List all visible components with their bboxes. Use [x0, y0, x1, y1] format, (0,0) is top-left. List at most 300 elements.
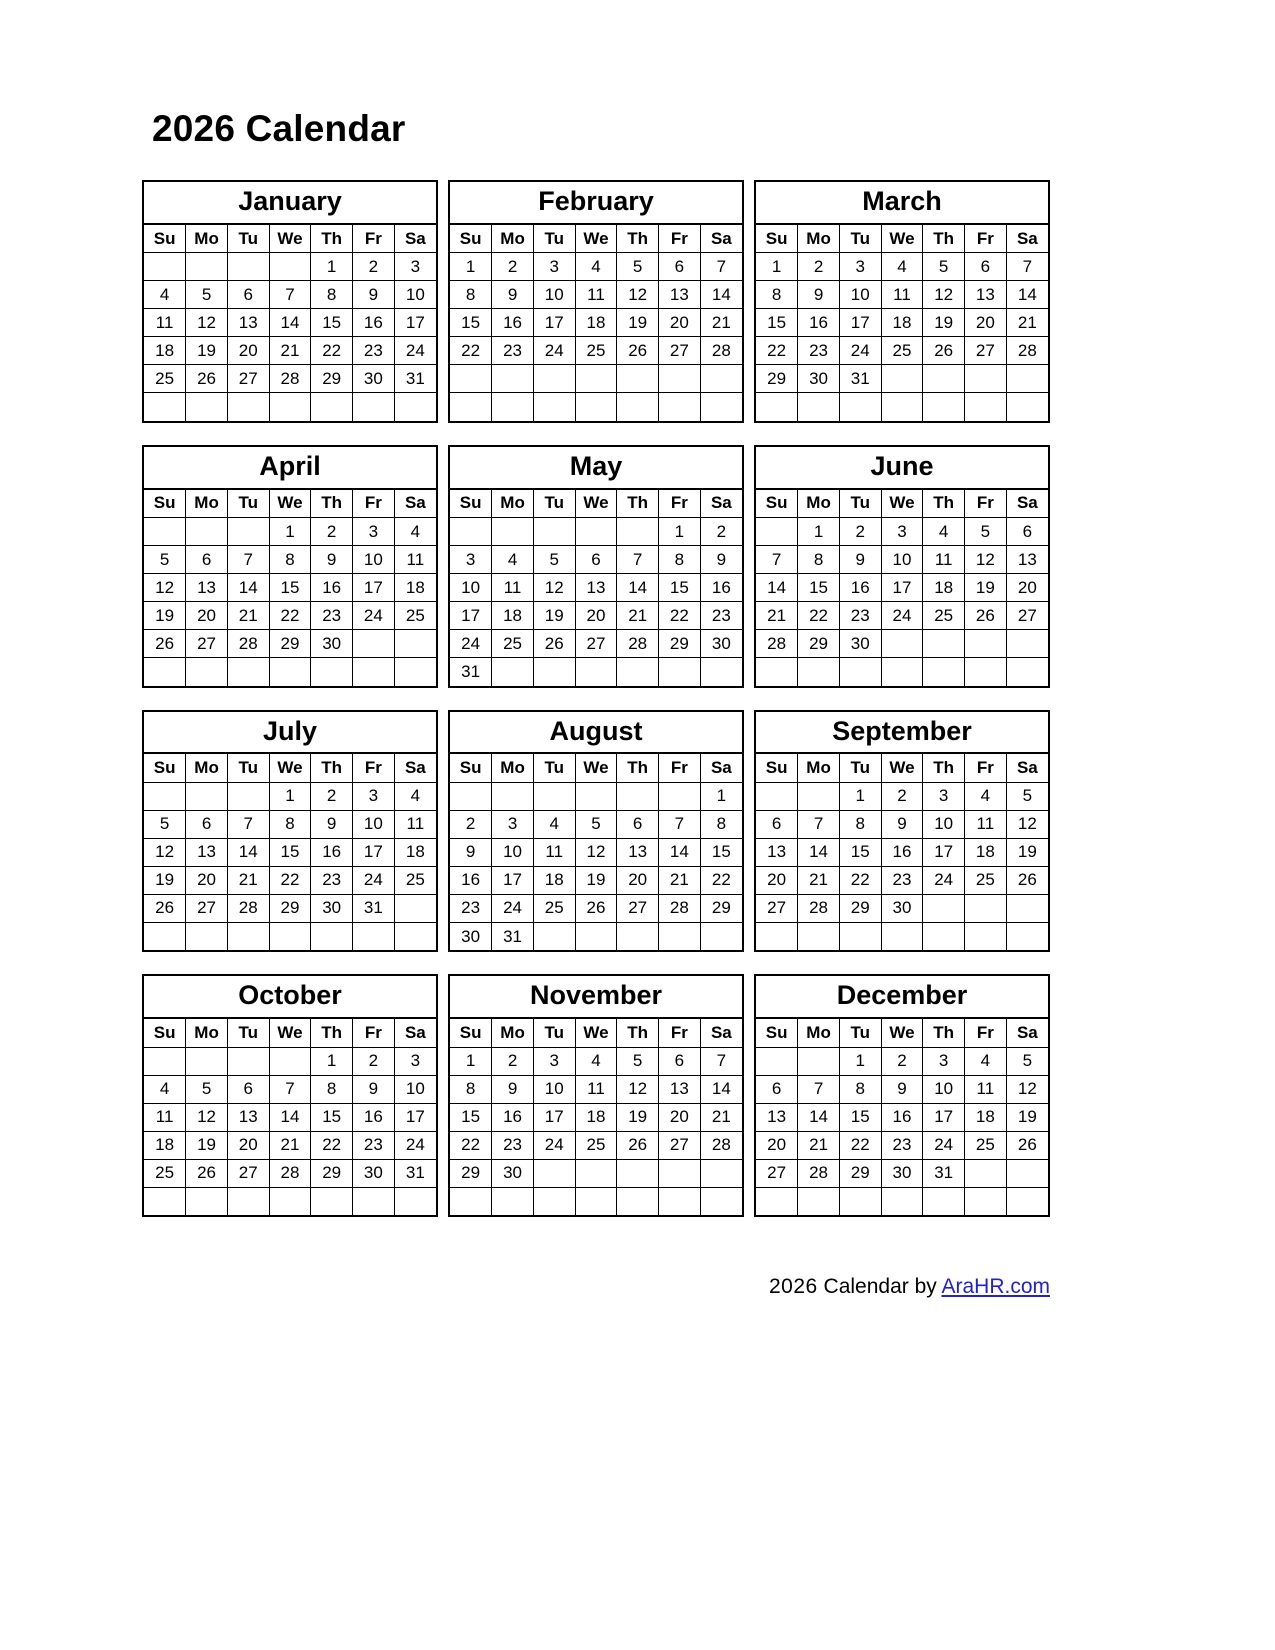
day-cell[interactable]: 20 — [756, 1131, 798, 1159]
day-cell[interactable]: 20 — [575, 602, 617, 630]
day-cell[interactable]: 21 — [269, 1131, 311, 1159]
day-cell[interactable]: 11 — [923, 546, 965, 574]
day-cell[interactable]: 10 — [492, 838, 534, 866]
day-cell[interactable]: 23 — [450, 894, 492, 922]
day-cell[interactable]: 12 — [575, 838, 617, 866]
day-cell[interactable]: 13 — [659, 1075, 701, 1103]
day-cell[interactable]: 17 — [923, 1103, 965, 1131]
day-cell[interactable]: 29 — [700, 894, 742, 922]
day-cell[interactable]: 10 — [533, 1075, 575, 1103]
day-cell[interactable]: 4 — [394, 782, 436, 810]
day-cell[interactable]: 1 — [450, 1047, 492, 1075]
day-cell[interactable]: 31 — [450, 658, 492, 686]
day-cell[interactable]: 6 — [756, 1075, 798, 1103]
day-cell[interactable]: 5 — [575, 810, 617, 838]
day-cell[interactable]: 7 — [798, 810, 840, 838]
day-cell[interactable]: 8 — [269, 546, 311, 574]
day-cell[interactable]: 27 — [965, 337, 1007, 365]
day-cell[interactable]: 12 — [617, 281, 659, 309]
day-cell[interactable]: 18 — [965, 1103, 1007, 1131]
day-cell[interactable]: 13 — [1006, 546, 1048, 574]
day-cell[interactable]: 17 — [353, 574, 395, 602]
day-cell[interactable]: 23 — [839, 602, 881, 630]
day-cell[interactable]: 15 — [659, 574, 701, 602]
day-cell[interactable]: 26 — [1006, 1131, 1048, 1159]
day-cell[interactable]: 25 — [144, 1159, 186, 1187]
day-cell[interactable]: 6 — [186, 810, 228, 838]
day-cell[interactable]: 28 — [269, 1159, 311, 1187]
day-cell[interactable]: 25 — [492, 630, 534, 658]
day-cell[interactable]: 12 — [965, 546, 1007, 574]
day-cell[interactable]: 7 — [798, 1075, 840, 1103]
day-cell[interactable]: 28 — [700, 337, 742, 365]
day-cell[interactable]: 26 — [144, 630, 186, 658]
day-cell[interactable]: 20 — [965, 309, 1007, 337]
day-cell[interactable]: 19 — [186, 337, 228, 365]
day-cell[interactable]: 8 — [756, 281, 798, 309]
day-cell[interactable]: 10 — [353, 810, 395, 838]
day-cell[interactable]: 2 — [450, 810, 492, 838]
day-cell[interactable]: 17 — [923, 838, 965, 866]
day-cell[interactable]: 18 — [575, 1103, 617, 1131]
day-cell[interactable]: 23 — [311, 602, 353, 630]
day-cell[interactable]: 28 — [756, 630, 798, 658]
day-cell[interactable]: 19 — [533, 602, 575, 630]
day-cell[interactable]: 8 — [450, 281, 492, 309]
day-cell[interactable]: 29 — [311, 365, 353, 393]
day-cell[interactable]: 16 — [353, 1103, 395, 1131]
day-cell[interactable]: 6 — [756, 810, 798, 838]
day-cell[interactable]: 26 — [965, 602, 1007, 630]
day-cell[interactable]: 4 — [533, 810, 575, 838]
day-cell[interactable]: 17 — [353, 838, 395, 866]
day-cell[interactable]: 24 — [394, 1131, 436, 1159]
day-cell[interactable]: 16 — [492, 309, 534, 337]
day-cell[interactable]: 19 — [186, 1131, 228, 1159]
day-cell[interactable]: 8 — [839, 1075, 881, 1103]
day-cell[interactable]: 16 — [450, 866, 492, 894]
day-cell[interactable]: 8 — [659, 546, 701, 574]
day-cell[interactable]: 22 — [756, 337, 798, 365]
day-cell[interactable]: 29 — [798, 630, 840, 658]
day-cell[interactable]: 28 — [700, 1131, 742, 1159]
day-cell[interactable]: 26 — [186, 365, 228, 393]
day-cell[interactable]: 5 — [186, 281, 228, 309]
day-cell[interactable]: 22 — [311, 1131, 353, 1159]
day-cell[interactable]: 28 — [227, 630, 269, 658]
day-cell[interactable]: 30 — [881, 894, 923, 922]
day-cell[interactable]: 5 — [617, 253, 659, 281]
day-cell[interactable]: 30 — [492, 1159, 534, 1187]
day-cell[interactable]: 19 — [144, 866, 186, 894]
day-cell[interactable]: 22 — [798, 602, 840, 630]
day-cell[interactable]: 12 — [923, 281, 965, 309]
day-cell[interactable]: 25 — [881, 337, 923, 365]
day-cell[interactable]: 16 — [700, 574, 742, 602]
day-cell[interactable]: 13 — [575, 574, 617, 602]
day-cell[interactable]: 23 — [353, 337, 395, 365]
day-cell[interactable]: 24 — [492, 894, 534, 922]
day-cell[interactable]: 26 — [617, 337, 659, 365]
day-cell[interactable]: 18 — [923, 574, 965, 602]
day-cell[interactable]: 4 — [965, 782, 1007, 810]
day-cell[interactable]: 4 — [394, 518, 436, 546]
day-cell[interactable]: 20 — [756, 866, 798, 894]
day-cell[interactable]: 1 — [700, 782, 742, 810]
day-cell[interactable]: 30 — [839, 630, 881, 658]
day-cell[interactable]: 28 — [617, 630, 659, 658]
day-cell[interactable]: 15 — [311, 1103, 353, 1131]
day-cell[interactable]: 21 — [227, 602, 269, 630]
day-cell[interactable]: 15 — [311, 309, 353, 337]
day-cell[interactable]: 30 — [881, 1159, 923, 1187]
day-cell[interactable]: 9 — [881, 1075, 923, 1103]
day-cell[interactable]: 1 — [756, 253, 798, 281]
day-cell[interactable]: 8 — [839, 810, 881, 838]
day-cell[interactable]: 17 — [839, 309, 881, 337]
day-cell[interactable]: 13 — [186, 838, 228, 866]
day-cell[interactable]: 6 — [186, 546, 228, 574]
day-cell[interactable]: 2 — [353, 1047, 395, 1075]
day-cell[interactable]: 9 — [492, 1075, 534, 1103]
footer-link[interactable]: AraHR.com — [941, 1275, 1050, 1298]
day-cell[interactable]: 12 — [1006, 1075, 1048, 1103]
day-cell[interactable]: 18 — [492, 602, 534, 630]
day-cell[interactable]: 15 — [450, 309, 492, 337]
day-cell[interactable]: 3 — [533, 253, 575, 281]
day-cell[interactable]: 7 — [227, 546, 269, 574]
day-cell[interactable]: 2 — [311, 782, 353, 810]
day-cell[interactable]: 12 — [1006, 810, 1048, 838]
day-cell[interactable]: 11 — [965, 1075, 1007, 1103]
day-cell[interactable]: 11 — [144, 309, 186, 337]
day-cell[interactable]: 20 — [659, 1103, 701, 1131]
day-cell[interactable]: 13 — [186, 574, 228, 602]
day-cell[interactable]: 8 — [269, 810, 311, 838]
day-cell[interactable]: 31 — [492, 922, 534, 950]
day-cell[interactable]: 18 — [144, 337, 186, 365]
day-cell[interactable]: 17 — [533, 1103, 575, 1131]
day-cell[interactable]: 11 — [881, 281, 923, 309]
day-cell[interactable]: 4 — [144, 1075, 186, 1103]
day-cell[interactable]: 10 — [923, 810, 965, 838]
day-cell[interactable]: 29 — [659, 630, 701, 658]
day-cell[interactable]: 16 — [881, 1103, 923, 1131]
day-cell[interactable]: 14 — [798, 838, 840, 866]
day-cell[interactable]: 20 — [617, 866, 659, 894]
day-cell[interactable]: 3 — [881, 518, 923, 546]
day-cell[interactable]: 2 — [881, 782, 923, 810]
day-cell[interactable]: 3 — [353, 782, 395, 810]
day-cell[interactable]: 19 — [1006, 1103, 1048, 1131]
day-cell[interactable]: 23 — [700, 602, 742, 630]
day-cell[interactable]: 10 — [839, 281, 881, 309]
day-cell[interactable]: 10 — [923, 1075, 965, 1103]
day-cell[interactable]: 24 — [394, 337, 436, 365]
day-cell[interactable]: 12 — [186, 1103, 228, 1131]
day-cell[interactable]: 5 — [1006, 1047, 1048, 1075]
day-cell[interactable]: 20 — [1006, 574, 1048, 602]
day-cell[interactable]: 14 — [700, 1075, 742, 1103]
day-cell[interactable]: 1 — [269, 518, 311, 546]
day-cell[interactable]: 15 — [756, 309, 798, 337]
day-cell[interactable]: 7 — [227, 810, 269, 838]
day-cell[interactable]: 2 — [881, 1047, 923, 1075]
day-cell[interactable]: 21 — [269, 337, 311, 365]
day-cell[interactable]: 7 — [269, 1075, 311, 1103]
day-cell[interactable]: 13 — [756, 838, 798, 866]
day-cell[interactable]: 7 — [659, 810, 701, 838]
day-cell[interactable]: 4 — [923, 518, 965, 546]
day-cell[interactable]: 16 — [798, 309, 840, 337]
day-cell[interactable]: 21 — [617, 602, 659, 630]
day-cell[interactable]: 7 — [756, 546, 798, 574]
day-cell[interactable]: 14 — [700, 281, 742, 309]
day-cell[interactable]: 9 — [881, 810, 923, 838]
day-cell[interactable]: 31 — [394, 365, 436, 393]
day-cell[interactable]: 14 — [227, 574, 269, 602]
day-cell[interactable]: 8 — [311, 1075, 353, 1103]
day-cell[interactable]: 11 — [533, 838, 575, 866]
day-cell[interactable]: 29 — [269, 894, 311, 922]
day-cell[interactable]: 21 — [798, 1131, 840, 1159]
day-cell[interactable]: 27 — [617, 894, 659, 922]
day-cell[interactable]: 1 — [798, 518, 840, 546]
day-cell[interactable]: 1 — [311, 253, 353, 281]
day-cell[interactable]: 17 — [881, 574, 923, 602]
day-cell[interactable]: 14 — [659, 838, 701, 866]
day-cell[interactable]: 24 — [533, 337, 575, 365]
day-cell[interactable]: 13 — [617, 838, 659, 866]
day-cell[interactable]: 4 — [881, 253, 923, 281]
day-cell[interactable]: 27 — [186, 630, 228, 658]
day-cell[interactable]: 11 — [965, 810, 1007, 838]
day-cell[interactable]: 18 — [881, 309, 923, 337]
day-cell[interactable]: 28 — [269, 365, 311, 393]
day-cell[interactable]: 10 — [450, 574, 492, 602]
day-cell[interactable]: 7 — [700, 253, 742, 281]
day-cell[interactable]: 20 — [186, 866, 228, 894]
day-cell[interactable]: 15 — [839, 838, 881, 866]
day-cell[interactable]: 12 — [144, 838, 186, 866]
day-cell[interactable]: 29 — [839, 894, 881, 922]
day-cell[interactable]: 10 — [394, 1075, 436, 1103]
day-cell[interactable]: 9 — [311, 546, 353, 574]
day-cell[interactable]: 9 — [492, 281, 534, 309]
day-cell[interactable]: 9 — [353, 281, 395, 309]
day-cell[interactable]: 2 — [839, 518, 881, 546]
day-cell[interactable]: 24 — [353, 866, 395, 894]
day-cell[interactable]: 1 — [450, 253, 492, 281]
day-cell[interactable]: 25 — [394, 866, 436, 894]
day-cell[interactable]: 28 — [1006, 337, 1048, 365]
day-cell[interactable]: 7 — [1006, 253, 1048, 281]
day-cell[interactable]: 8 — [700, 810, 742, 838]
day-cell[interactable]: 9 — [839, 546, 881, 574]
day-cell[interactable]: 19 — [617, 1103, 659, 1131]
day-cell[interactable]: 3 — [492, 810, 534, 838]
day-cell[interactable]: 29 — [756, 365, 798, 393]
day-cell[interactable]: 26 — [923, 337, 965, 365]
day-cell[interactable]: 13 — [659, 281, 701, 309]
day-cell[interactable]: 30 — [798, 365, 840, 393]
day-cell[interactable]: 21 — [659, 866, 701, 894]
day-cell[interactable]: 30 — [353, 365, 395, 393]
day-cell[interactable]: 3 — [839, 253, 881, 281]
day-cell[interactable]: 28 — [798, 1159, 840, 1187]
day-cell[interactable]: 18 — [394, 838, 436, 866]
day-cell[interactable]: 13 — [756, 1103, 798, 1131]
day-cell[interactable]: 22 — [269, 866, 311, 894]
day-cell[interactable]: 15 — [798, 574, 840, 602]
day-cell[interactable]: 3 — [353, 518, 395, 546]
day-cell[interactable]: 2 — [798, 253, 840, 281]
day-cell[interactable]: 22 — [659, 602, 701, 630]
day-cell[interactable]: 25 — [923, 602, 965, 630]
day-cell[interactable]: 2 — [353, 253, 395, 281]
day-cell[interactable]: 24 — [881, 602, 923, 630]
day-cell[interactable]: 10 — [394, 281, 436, 309]
day-cell[interactable]: 8 — [450, 1075, 492, 1103]
day-cell[interactable]: 27 — [756, 1159, 798, 1187]
day-cell[interactable]: 14 — [617, 574, 659, 602]
day-cell[interactable]: 12 — [144, 574, 186, 602]
day-cell[interactable]: 16 — [839, 574, 881, 602]
day-cell[interactable]: 22 — [311, 337, 353, 365]
day-cell[interactable]: 27 — [1006, 602, 1048, 630]
day-cell[interactable]: 30 — [700, 630, 742, 658]
day-cell[interactable]: 1 — [839, 1047, 881, 1075]
day-cell[interactable]: 24 — [839, 337, 881, 365]
day-cell[interactable]: 19 — [1006, 838, 1048, 866]
day-cell[interactable]: 5 — [144, 810, 186, 838]
day-cell[interactable]: 28 — [798, 894, 840, 922]
day-cell[interactable]: 26 — [144, 894, 186, 922]
day-cell[interactable]: 24 — [450, 630, 492, 658]
day-cell[interactable]: 22 — [450, 337, 492, 365]
day-cell[interactable]: 21 — [700, 309, 742, 337]
day-cell[interactable]: 5 — [965, 518, 1007, 546]
day-cell[interactable]: 20 — [659, 309, 701, 337]
day-cell[interactable]: 16 — [311, 838, 353, 866]
day-cell[interactable]: 5 — [617, 1047, 659, 1075]
day-cell[interactable]: 6 — [617, 810, 659, 838]
day-cell[interactable]: 11 — [492, 574, 534, 602]
day-cell[interactable]: 26 — [575, 894, 617, 922]
day-cell[interactable]: 25 — [575, 337, 617, 365]
day-cell[interactable]: 17 — [450, 602, 492, 630]
day-cell[interactable]: 21 — [798, 866, 840, 894]
day-cell[interactable]: 19 — [965, 574, 1007, 602]
day-cell[interactable]: 30 — [311, 630, 353, 658]
day-cell[interactable]: 30 — [450, 922, 492, 950]
day-cell[interactable]: 7 — [700, 1047, 742, 1075]
day-cell[interactable]: 31 — [839, 365, 881, 393]
day-cell[interactable]: 9 — [700, 546, 742, 574]
day-cell[interactable]: 15 — [839, 1103, 881, 1131]
day-cell[interactable]: 25 — [144, 365, 186, 393]
day-cell[interactable]: 6 — [659, 253, 701, 281]
day-cell[interactable]: 2 — [700, 518, 742, 546]
day-cell[interactable]: 27 — [659, 1131, 701, 1159]
day-cell[interactable]: 9 — [353, 1075, 395, 1103]
day-cell[interactable]: 9 — [311, 810, 353, 838]
day-cell[interactable]: 31 — [394, 1159, 436, 1187]
day-cell[interactable]: 17 — [394, 309, 436, 337]
day-cell[interactable]: 1 — [659, 518, 701, 546]
day-cell[interactable]: 6 — [227, 281, 269, 309]
day-cell[interactable]: 20 — [227, 1131, 269, 1159]
day-cell[interactable]: 16 — [881, 838, 923, 866]
day-cell[interactable]: 11 — [144, 1103, 186, 1131]
day-cell[interactable]: 6 — [965, 253, 1007, 281]
day-cell[interactable]: 17 — [533, 309, 575, 337]
day-cell[interactable]: 12 — [533, 574, 575, 602]
day-cell[interactable]: 18 — [965, 838, 1007, 866]
day-cell[interactable]: 12 — [186, 309, 228, 337]
day-cell[interactable]: 5 — [923, 253, 965, 281]
day-cell[interactable]: 3 — [923, 782, 965, 810]
day-cell[interactable]: 6 — [659, 1047, 701, 1075]
day-cell[interactable]: 6 — [575, 546, 617, 574]
day-cell[interactable]: 14 — [269, 309, 311, 337]
day-cell[interactable]: 15 — [450, 1103, 492, 1131]
day-cell[interactable]: 22 — [450, 1131, 492, 1159]
day-cell[interactable]: 22 — [839, 1131, 881, 1159]
day-cell[interactable]: 14 — [1006, 281, 1048, 309]
day-cell[interactable]: 8 — [311, 281, 353, 309]
day-cell[interactable]: 20 — [186, 602, 228, 630]
day-cell[interactable]: 21 — [756, 602, 798, 630]
day-cell[interactable]: 15 — [269, 574, 311, 602]
day-cell[interactable]: 24 — [533, 1131, 575, 1159]
day-cell[interactable]: 4 — [575, 253, 617, 281]
day-cell[interactable]: 15 — [269, 838, 311, 866]
day-cell[interactable]: 19 — [923, 309, 965, 337]
day-cell[interactable]: 25 — [575, 1131, 617, 1159]
day-cell[interactable]: 30 — [353, 1159, 395, 1187]
day-cell[interactable]: 25 — [965, 866, 1007, 894]
day-cell[interactable]: 19 — [575, 866, 617, 894]
day-cell[interactable]: 29 — [311, 1159, 353, 1187]
day-cell[interactable]: 3 — [923, 1047, 965, 1075]
day-cell[interactable]: 12 — [617, 1075, 659, 1103]
day-cell[interactable]: 5 — [533, 546, 575, 574]
day-cell[interactable]: 1 — [839, 782, 881, 810]
day-cell[interactable]: 27 — [659, 337, 701, 365]
day-cell[interactable]: 26 — [186, 1159, 228, 1187]
day-cell[interactable]: 18 — [144, 1131, 186, 1159]
day-cell[interactable]: 27 — [227, 1159, 269, 1187]
day-cell[interactable]: 27 — [227, 365, 269, 393]
day-cell[interactable]: 10 — [881, 546, 923, 574]
day-cell[interactable]: 23 — [881, 1131, 923, 1159]
day-cell[interactable]: 23 — [492, 337, 534, 365]
day-cell[interactable]: 27 — [575, 630, 617, 658]
day-cell[interactable]: 6 — [227, 1075, 269, 1103]
day-cell[interactable]: 13 — [227, 309, 269, 337]
day-cell[interactable]: 26 — [1006, 866, 1048, 894]
day-cell[interactable]: 29 — [839, 1159, 881, 1187]
day-cell[interactable]: 18 — [394, 574, 436, 602]
day-cell[interactable]: 19 — [144, 602, 186, 630]
day-cell[interactable]: 14 — [798, 1103, 840, 1131]
day-cell[interactable]: 11 — [575, 1075, 617, 1103]
day-cell[interactable]: 1 — [269, 782, 311, 810]
day-cell[interactable]: 25 — [533, 894, 575, 922]
day-cell[interactable]: 27 — [756, 894, 798, 922]
day-cell[interactable]: 30 — [311, 894, 353, 922]
